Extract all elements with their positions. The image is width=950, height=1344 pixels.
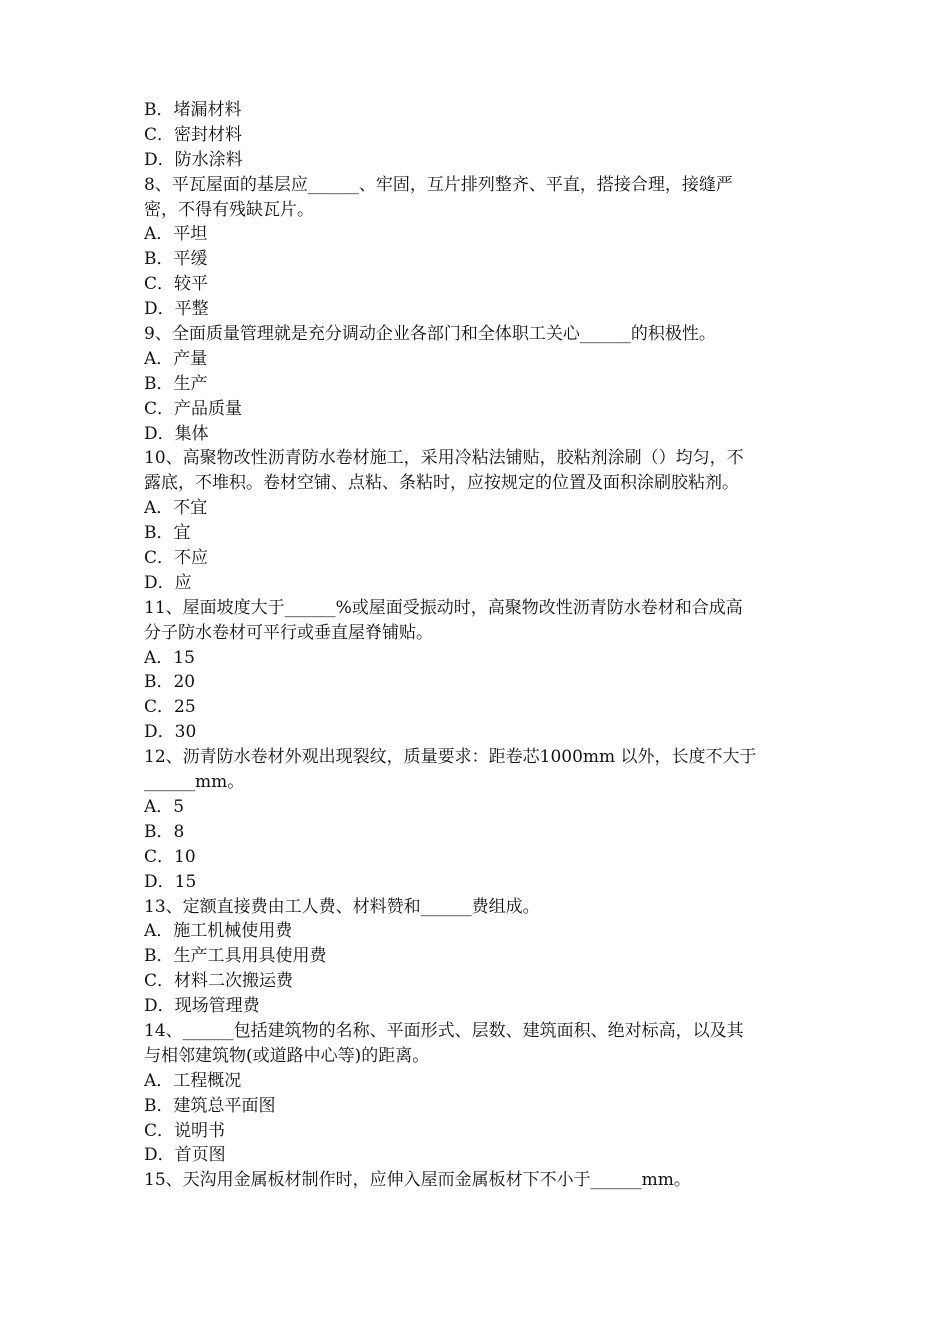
question-11: 11、屋面坡度大于______%或屋面受振动时，高聚物改性沥青防水卷材和合成高 [144, 597, 743, 618]
text-line: C．较平 [144, 274, 209, 295]
document-body [144, 98, 816, 1193]
text-line: B．8 [144, 821, 185, 842]
text-line: B．建筑总平面图 [144, 1095, 276, 1116]
text-line: A．工程概况 [144, 1070, 242, 1091]
question-9: 9、全面质量管理就是充分调动企业各部门和全体职工关心______的积极性。 [144, 324, 716, 345]
text-line: D．现场管理费 [144, 996, 260, 1017]
text-line: ______mm。 [144, 772, 245, 793]
text-line: D．集体 [144, 423, 209, 444]
text-line: C．不应 [144, 548, 209, 569]
text-line: B．20 [144, 672, 196, 693]
text-line: A．产量 [144, 348, 208, 369]
text-line: 露底，不堆积。卷材空铺、点粘、条粘时，应按规定的位置及面积涂刷胶粘剂。 [144, 473, 739, 494]
text-line: C．25 [144, 697, 196, 718]
text-line: 密，不得有残缺瓦片。 [144, 199, 314, 220]
text-line: C．10 [144, 846, 196, 867]
text-line: A．15 [144, 647, 195, 668]
text-line: A．平坦 [144, 224, 208, 245]
text-line: D．15 [144, 871, 197, 892]
question-8: 8、平瓦屋面的基层应______、牢固，互片排列整齐、平直，搭接合理，接缝严 [144, 174, 733, 195]
question-15: 15、天沟用金属板材制作时，应伸入屋而金属板材下不小于______mm。 [144, 1170, 691, 1191]
text-line: B．生产 [144, 373, 208, 394]
text-line: 与相邻建筑物(或道路中心等)的距离。 [144, 1045, 430, 1066]
text-line: D．30 [144, 722, 197, 743]
question-12: 12、沥青防水卷材外观出现裂纹，质量要求：距卷芯1000mm 以外，长度不大于 [144, 747, 757, 768]
text-line: B．平缓 [144, 249, 208, 270]
question-10: 10、高聚物改性沥青防水卷材施工，采用冷粘法铺贴，胶粘剂涂刷（）均匀，不 [144, 448, 744, 469]
text-line: C．说明书 [144, 1120, 226, 1141]
text-line: D．应 [144, 572, 192, 593]
text-line: A．5 [144, 796, 185, 817]
text-line: D．防水涂料 [144, 149, 243, 170]
text-line: B．生产工具用具使用费 [144, 946, 327, 967]
text-line: D．平整 [144, 299, 209, 320]
question-13: 13、定额直接费由工人费、材料赞和______费组成。 [144, 896, 540, 917]
text-line: B．宜 [144, 523, 191, 544]
text-line: C．产品质量 [144, 398, 243, 419]
text-line: C．密封材料 [144, 124, 243, 145]
text-line: D．首页图 [144, 1145, 226, 1166]
text-line: C．材料二次搬运费 [144, 971, 294, 992]
text-line: A．不宜 [144, 498, 208, 519]
text-line: 分子防水卷材可平行或垂直屋脊铺贴。 [144, 622, 433, 643]
text-line: B．堵漏材料 [144, 100, 242, 120]
text-line: A．施工机械使用费 [144, 921, 293, 942]
question-14: 14、______包括建筑物的名称、平面形式、层数、建筑面积、绝对标高，以及其 [144, 1020, 744, 1041]
